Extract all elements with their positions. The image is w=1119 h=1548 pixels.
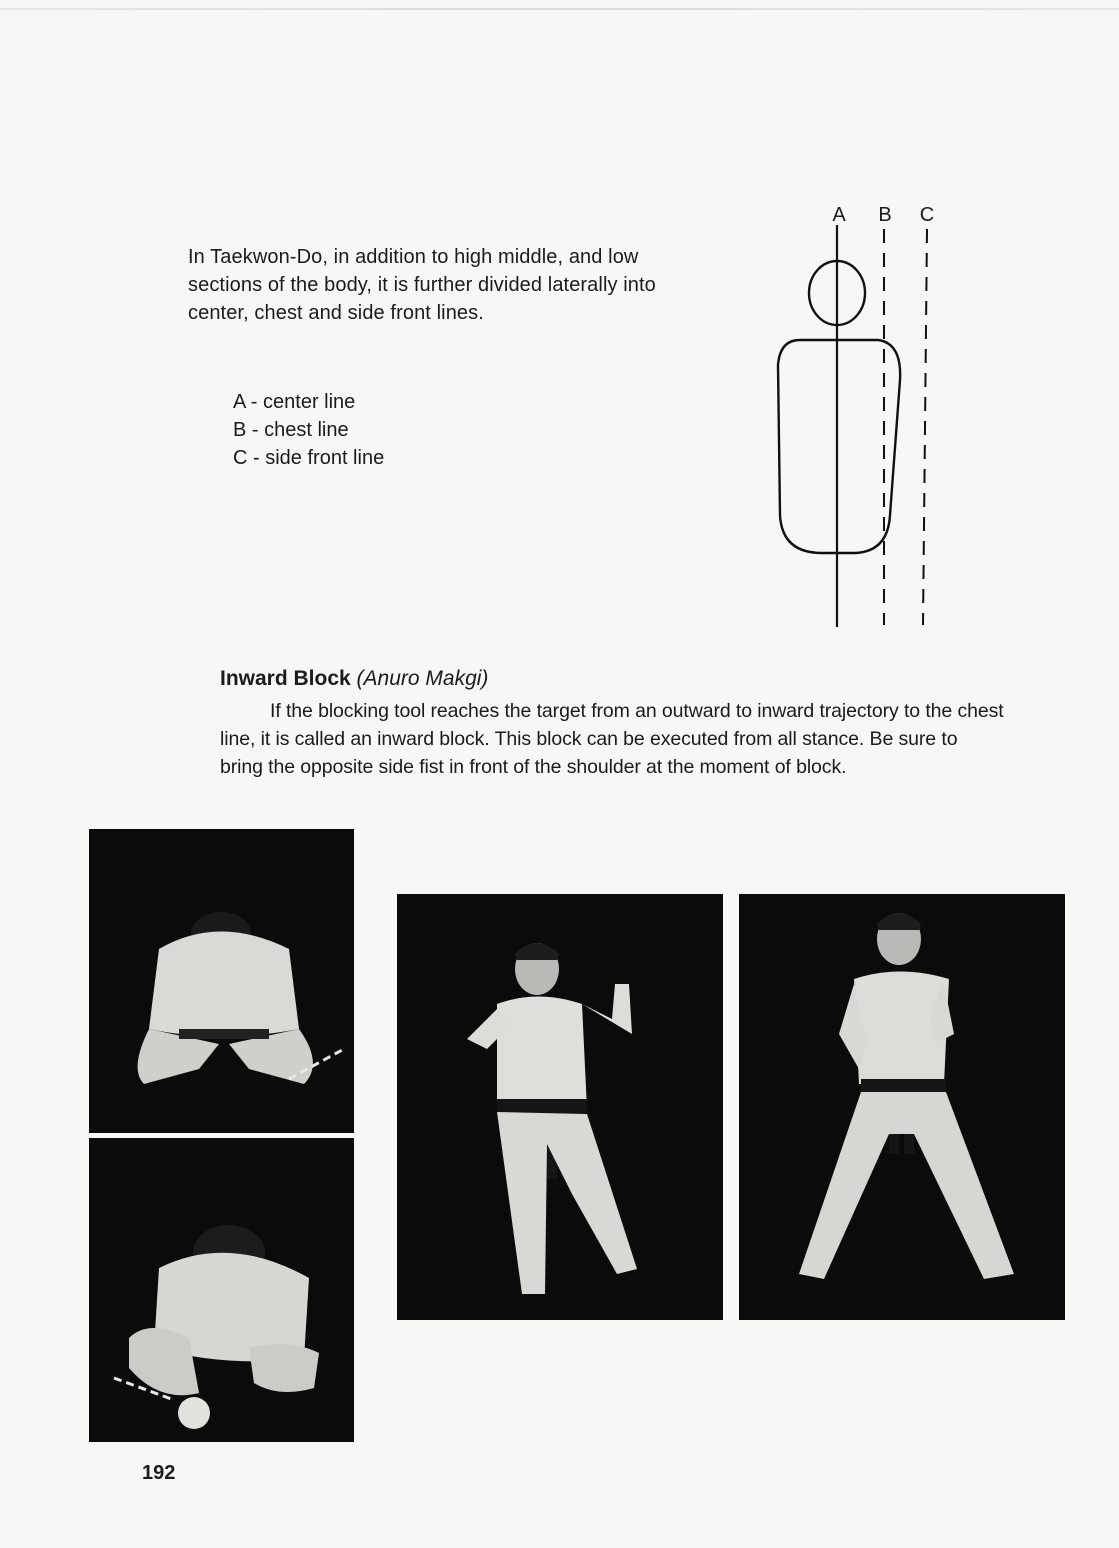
legend-label: chest line [264, 419, 349, 441]
page-number: 192 [142, 1462, 176, 1484]
page-top-rule [0, 8, 1119, 10]
legend-letter: C [233, 447, 248, 469]
section-title: Inward Block [220, 667, 351, 690]
body-lines-svg [760, 195, 960, 635]
photo-standing-block-2-art [739, 894, 1065, 1320]
legend-item-side-front: C - side front line [233, 447, 385, 469]
line-legend [233, 388, 384, 472]
photo-standing-block-1-art [397, 894, 723, 1320]
photo-kneeling-top [89, 1138, 354, 1442]
intro-paragraph [188, 243, 658, 327]
photo-kneeling-front [89, 829, 354, 1133]
legend-label: side front line [265, 447, 385, 469]
legend-item-chest: B - chest line [233, 419, 349, 441]
legend-letter: A [233, 391, 246, 413]
legend-label: center line [263, 391, 356, 413]
line-label-b: B [878, 204, 892, 226]
figure-torso [778, 340, 900, 553]
photo-standing-block-2 [739, 894, 1065, 1320]
photo-standing-block-1 [397, 894, 723, 1320]
intro-text: In Taekwon-Do, in addition to high middle, and low sections of the body, it is further divided laterally into center, chest and side front lines. [188, 246, 656, 324]
photo-kneeling-top-art [89, 1138, 354, 1442]
section-subtitle: (Anuro Makgi) [356, 667, 489, 690]
line-label-a: A [832, 204, 846, 226]
side-front-line-c [923, 229, 927, 625]
photo-kneeling-front-art [89, 829, 354, 1133]
section-body: If the blocking tool reaches the target from an outward to inward trajectory to the chest line, it is called an inward block. This block can be executed from all stance. Be sure to bring the opposite side fist in front of the shoulder at the moment of block. [220, 700, 1004, 778]
legend-letter: B [233, 419, 247, 441]
line-label-c: C [919, 204, 935, 226]
legend-item-center: A - center line [233, 391, 356, 413]
body-lines-diagram [760, 195, 960, 635]
section-heading [220, 667, 488, 691]
